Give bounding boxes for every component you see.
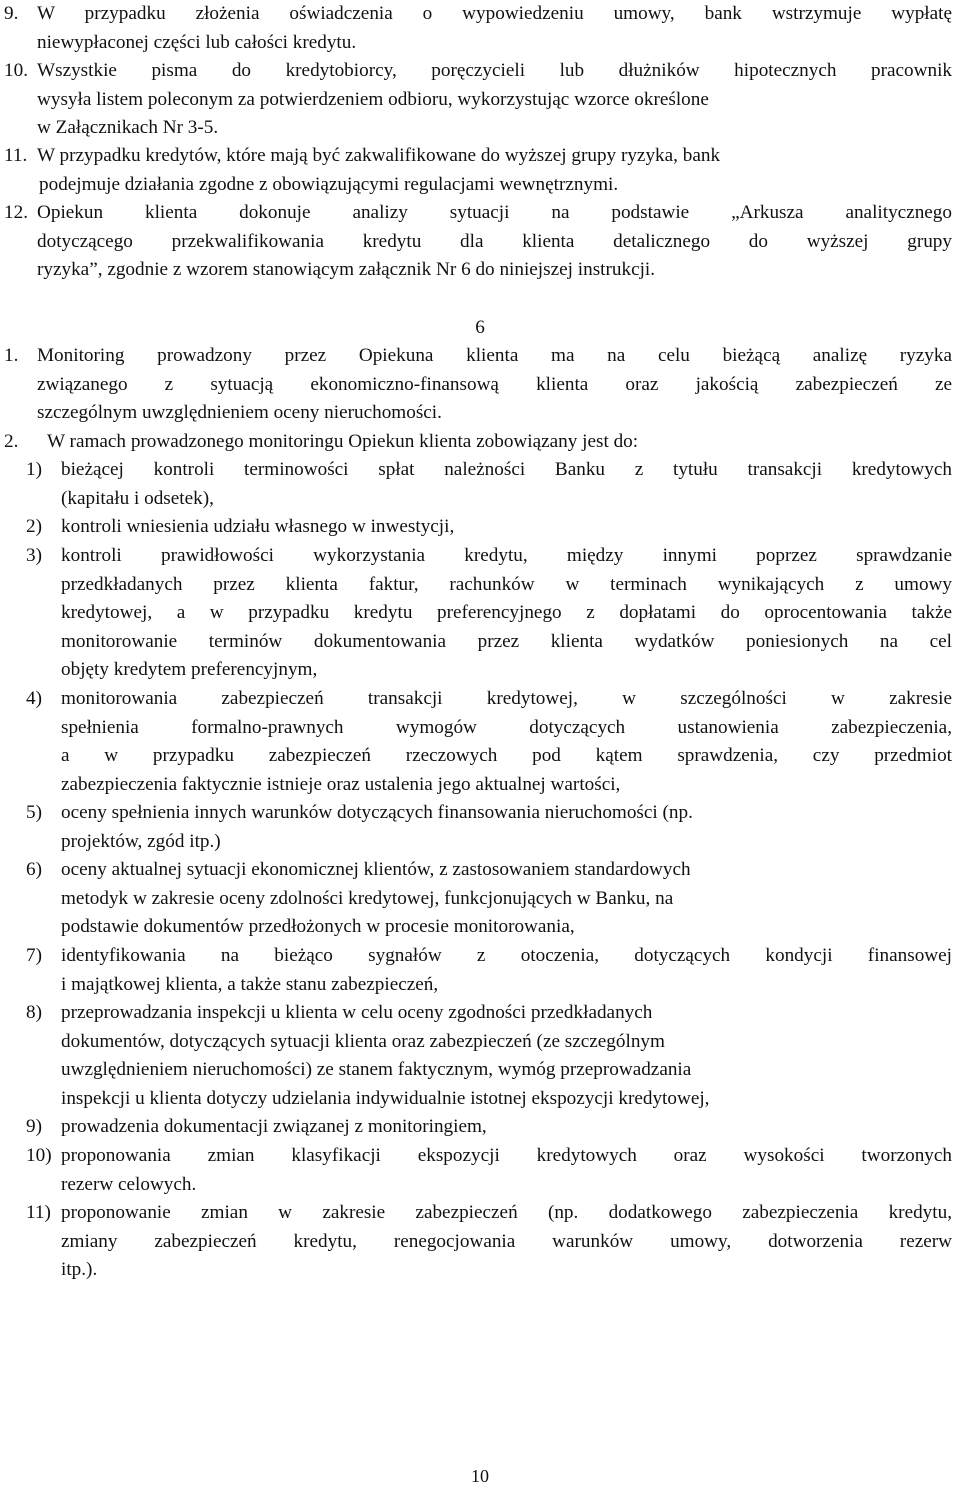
item-line: wysyła listem poleconym za potwierdzeniem odbioru, wykorzystując wzorce określone <box>37 88 709 110</box>
item-line: W przypadku kredytów, które mają być zakwalifikowane do wyższej grupy ryzyka, bank <box>37 145 721 166</box>
sub-item-number: 5) <box>26 802 42 823</box>
item-line: objęty kredytem preferencyjnym, <box>61 659 318 681</box>
item-line: (kapitału i odsetek), <box>61 487 214 509</box>
item-number: 12. <box>4 202 28 223</box>
sub-item-number: 4) <box>26 688 42 709</box>
item-line: spełnienia formalno-prawnych wymogów dotyczących ustanowienia zabezpieczenia, <box>61 716 952 738</box>
item-line: oceny spełnienia innych warunków dotyczących finansowania nieruchomości (np. <box>61 802 693 823</box>
item-number: 10. <box>4 60 28 81</box>
item-line: inspekcji u klienta dotyczy udzielania indywidualnie istotnej ekspozycji kredytowej, <box>61 1087 710 1109</box>
item-line: dokumentów, dotyczących sytuacji klienta oraz zabezpieczeń (ze szczególnym <box>61 1030 665 1052</box>
item-number: 9. <box>4 3 19 24</box>
item-line: zabezpieczenia faktycznie istnieje oraz ustalenia jego aktualnej wartości, <box>61 773 621 795</box>
sub-item-number: 1) <box>26 459 42 480</box>
sub-item-number: 7) <box>26 945 42 966</box>
item-line: podstawie dokumentów przedłożonych w procesie monitorowania, <box>61 916 575 938</box>
item-line: związanego z sytuacją ekonomiczno-finansową klienta oraz jakością zabezpieczeń ze <box>37 373 952 395</box>
item-line: Opiekun klienta dokonuje analizy sytuacji na podstawie „Arkusza analitycznego <box>37 202 952 223</box>
item-line: kontroli wniesienia udziału własnego w inwestycji, <box>61 516 455 537</box>
item-line: Wszystkie pisma do kredytobiorcy, poręczycieli lub dłużników hipotecznych pracownik <box>37 60 952 81</box>
item-line: szczególnym uwzględnieniem oceny nieruchomości. <box>37 402 442 424</box>
item-line: W ramach prowadzonego monitoringu Opiekun klienta zobowiązany jest do: <box>47 431 639 452</box>
sub-item-number: 10) <box>26 1145 52 1166</box>
item-line: projektów, zgód itp.) <box>61 830 221 852</box>
item-line: rezerw celowych. <box>61 1173 197 1195</box>
item-number: 11. <box>4 145 28 166</box>
item-line: monitorowanie terminów dokumentowania przez klienta wydatków poniesionych na cel <box>61 630 952 652</box>
sub-item-number: 2) <box>26 516 42 537</box>
item-line: identyfikowania na bieżąco sygnałów z otoczenia, dotyczących kondycji finansowej <box>61 945 952 966</box>
sub-item-number: 9) <box>26 1116 42 1137</box>
item-line: i majątkowej klienta, a także stanu zabezpieczeń, <box>61 973 439 995</box>
item-line: uwzględnieniem nieruchomości) ze stanem faktycznym, wymóg przeprowadzania <box>61 1059 692 1081</box>
sub-item-number: 6) <box>26 859 42 880</box>
item-line: przeprowadzania inspekcji u klienta w celu oceny zgodności przedkładanych <box>61 1002 653 1023</box>
item-line: W przypadku złożenia oświadczenia o wypowiedzeniu umowy, bank wstrzymuje wypłatę <box>37 3 952 24</box>
item-line: proponowanie zmian w zakresie zabezpieczeń (np. dodatkowego zabezpieczenia kredytu, <box>61 1202 952 1223</box>
item-line: itp.). <box>61 1259 98 1281</box>
item-line: a w przypadku zabezpieczeń rzeczowych pod kątem sprawdzenia, czy przedmiot <box>61 745 952 767</box>
item-line: podejmuje działania zgodne z obowiązującymi regulacjami wewnętrznymi. <box>39 173 619 195</box>
section-heading: 6 <box>475 317 485 338</box>
item-line: prowadzenia dokumentacji związanej z monitoringiem, <box>61 1116 487 1137</box>
page-number: 10 <box>471 1466 489 1486</box>
item-number: 2. <box>4 431 19 452</box>
item-line: niewypłaconej części lub całości kredytu. <box>37 31 357 53</box>
item-line: ryzyka”, zgodnie z wzorem stanowiącym załącznik Nr 6 do niniejszej instrukcji. <box>37 259 656 281</box>
sub-item-number: 8) <box>26 1002 42 1023</box>
item-line: oceny aktualnej sytuacji ekonomicznej klientów, z zastosowaniem standardowych <box>61 859 691 880</box>
item-line: kontroli prawidłowości wykorzystania kredytu, między innymi poprzez sprawdzanie <box>61 545 952 566</box>
item-line: monitorowania zabezpieczeń transakcji kredytowej, w szczególności w zakresie <box>61 688 952 709</box>
sub-item-number: 3) <box>26 545 42 566</box>
sub-item-number: 11) <box>26 1202 51 1223</box>
item-line: proponowania zmian klasyfikacji ekspozycji kredytowych oraz wysokości tworzonych <box>61 1145 952 1166</box>
item-line: zmiany zabezpieczeń kredytu, renegocjowania warunków umowy, dotworzenia rezerw <box>61 1230 952 1252</box>
item-line: kredytowej, a w przypadku kredytu preferencyjnego z dopłatami do oprocentowania także <box>61 602 952 624</box>
item-line: metodyk w zakresie oceny zdolności kredytowej, funkcjonujących w Banku, na <box>61 887 674 909</box>
item-line: Monitoring prowadzony przez Opiekuna klienta ma na celu bieżącą analizę ryzyka <box>37 345 952 366</box>
item-line: dotyczącego przekwalifikowania kredytu dla klienta detalicznego do wyższej grupy <box>37 230 952 252</box>
item-line: bieżącej kontroli terminowości spłat należności Banku z tytułu transakcji kredytowych <box>61 459 952 480</box>
item-line: w Załącznikach Nr 3-5. <box>37 117 219 139</box>
item-line: przedkładanych przez klienta faktur, rachunków w terminach wynikających z umowy <box>61 573 952 595</box>
item-number: 1. <box>4 345 19 366</box>
